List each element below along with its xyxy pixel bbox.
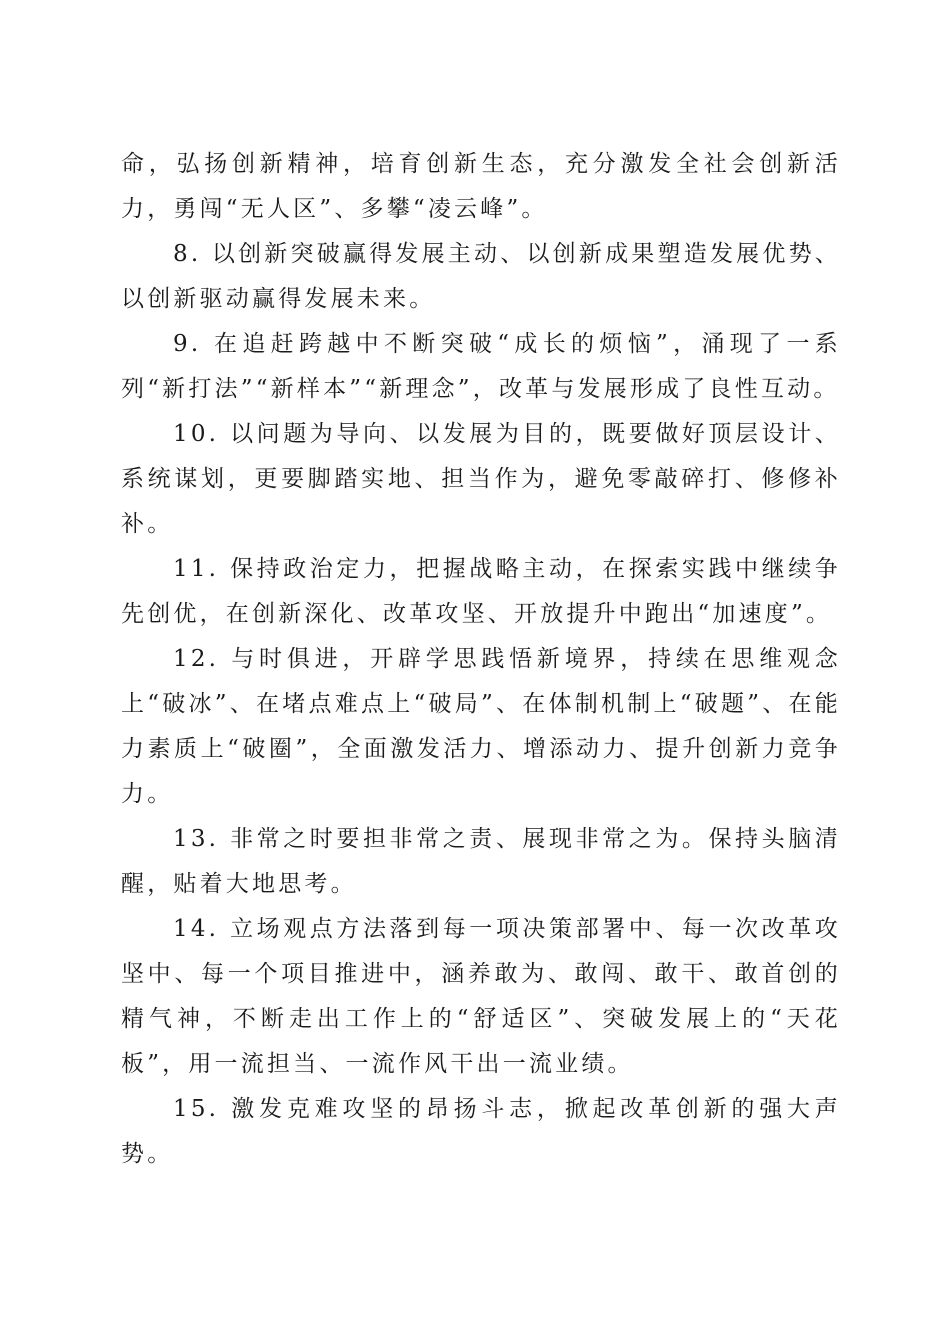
- document-body: [121, 142, 841, 1177]
- paragraph-item-13: 13. 非常之时要担非常之责、展现非常之为。保持头脑清醒，贴着大地思考。: [121, 826, 841, 897]
- paragraph-continuation: 命，弘扬创新精神，培育创新生态，充分激发全社会创新活力，勇闯“无人区”、多攀“凌云峰”。: [121, 151, 841, 222]
- paragraph-item-9: 9. 在追赶跨越中不断突破“成长的烦恼”，涌现了一系列“新打法”“新样本”“新理念”，改革与发展形成了良性互动。: [121, 331, 841, 402]
- paragraph-item-8: 8. 以创新突破赢得发展主动、以创新成果塑造发展优势、以创新驱动赢得发展未来。: [121, 241, 841, 312]
- paragraph-item-14: 14. 立场观点方法落到每一项决策部署中、每一次改革攻坚中、每一个项目推进中，涵养敢为、敢闯、敢干、敢首创的精气神，不断走出工作上的“舒适区”、突破发展上的“天花板”，用一流担当、一流作风干出一流业绩。: [121, 916, 841, 1077]
- paragraph-item-12: 12. 与时俱进，开辟学思践悟新境界，持续在思维观念上“破冰”、在堵点难点上“破局”、在体制机制上“破题”、在能力素质上“破圈”，全面激发活力、增添动力、提升创新力竞争力。: [121, 646, 841, 807]
- paragraph-item-15: 15. 激发克难攻坚的昂扬斗志，掀起改革创新的强大声势。: [121, 1096, 841, 1167]
- paragraph-item-10: 10. 以问题为导向、以发展为目的，既要做好顶层设计、系统谋划，更要脚踏实地、担当作为，避免零敲碎打、修修补补。: [121, 421, 841, 537]
- paragraph-item-11: 11. 保持政治定力，把握战略主动，在探索实践中继续争先创优，在创新深化、改革攻坚、开放提升中跑出“加速度”。: [121, 556, 841, 627]
